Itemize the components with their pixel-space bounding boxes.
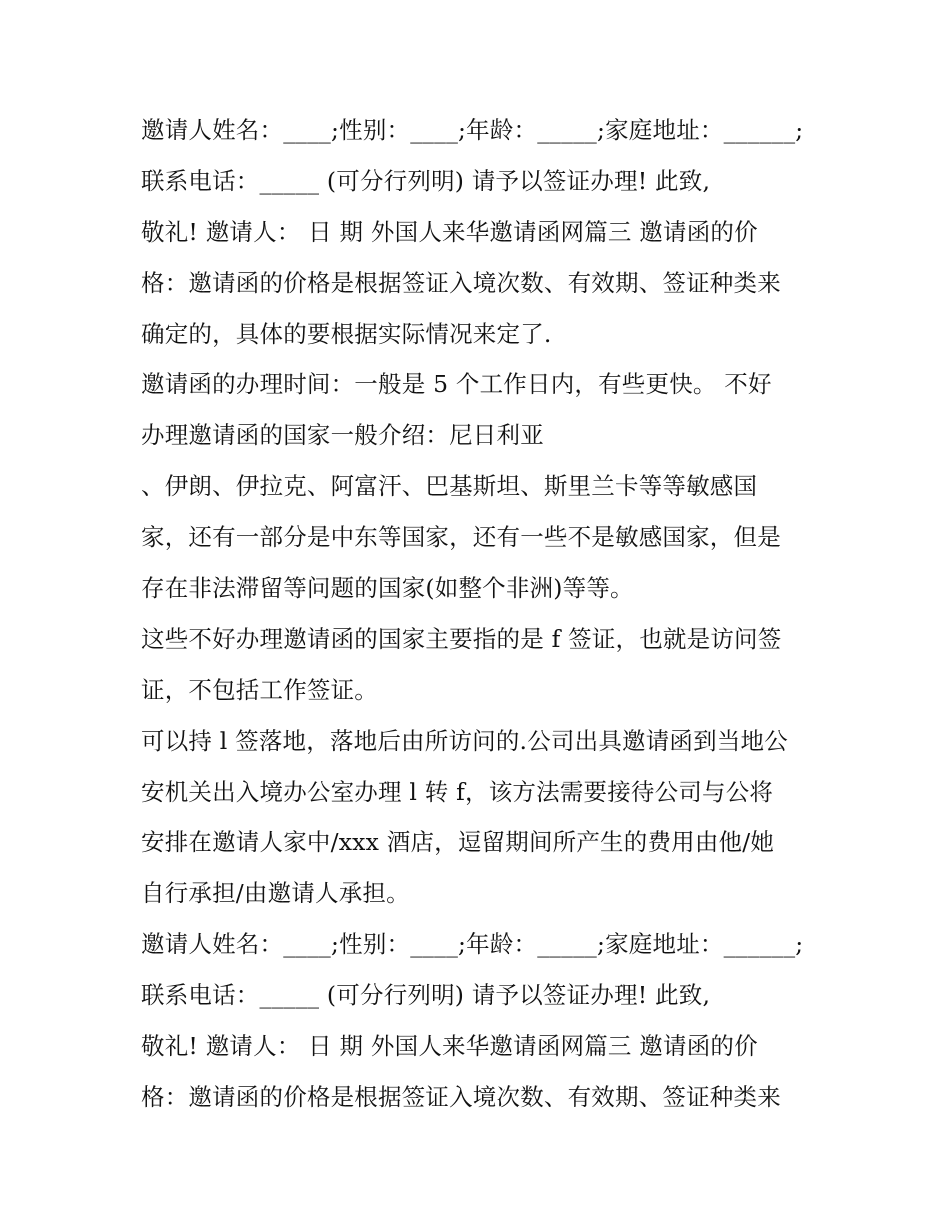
text-line: 办理邀请函的国家一般介绍：尼日利亚	[141, 421, 544, 450]
text-line: 证，不包括工作签证。	[141, 675, 378, 704]
document-body	[141, 107, 821, 1125]
text-line: 可以持 l 签落地，落地后由所访问的.公司出具邀请函到当地公	[141, 726, 788, 755]
text-line: 安排在邀请人家中/xxx 酒店，逗留期间所产生的费用由他/她	[141, 828, 775, 857]
text-line: 家，还有一部分是中东等国家，还有一些不是敏感国家，但是	[141, 523, 781, 552]
text-line: 敬礼! 邀请人： 日 期 外国人来华邀请函网篇三 邀请函的价	[141, 217, 758, 246]
text-line: 邀请函的办理时间：一般是 5 个工作日内，有些更快。 不好	[141, 370, 772, 399]
text-line: 确定的，具体的要根据实际情况来定了.	[141, 319, 552, 348]
text-line: 自行承担/由邀请人承担。	[141, 879, 410, 908]
text-line: 安机关出入境办公室办理 l 转 f，该方法需要接待公司与公将	[141, 777, 774, 806]
text-line: 联系电话：_____ (可分行列明) 请予以签证办理! 此致,	[141, 981, 711, 1010]
text-line: 敬礼! 邀请人： 日 期 外国人来华邀请函网篇三 邀请函的价	[141, 1032, 758, 1061]
text-line: 、伊朗、伊拉克、阿富汗、巴基斯坦、斯里兰卡等等敏感国	[141, 472, 758, 501]
text-line: 格：邀请函的价格是根据签证入境次数、有效期、签证种类来	[141, 268, 781, 297]
text-line: 存在非法滞留等问题的国家(如整个非洲)等等。	[141, 574, 634, 603]
text-line: 邀请人姓名：____;性别：____;年龄：_____;家庭地址：______;	[141, 930, 804, 959]
text-line: 联系电话：_____ (可分行列明) 请予以签证办理! 此致,	[141, 166, 711, 195]
text-line: 这些不好办理邀请函的国家主要指的是 f 签证，也就是访问签	[141, 624, 782, 653]
text-line: 格：邀请函的价格是根据签证入境次数、有效期、签证种类来	[141, 1082, 781, 1111]
text-line: 邀请人姓名：____;性别：____;年龄：_____;家庭地址：______;	[141, 116, 804, 144]
